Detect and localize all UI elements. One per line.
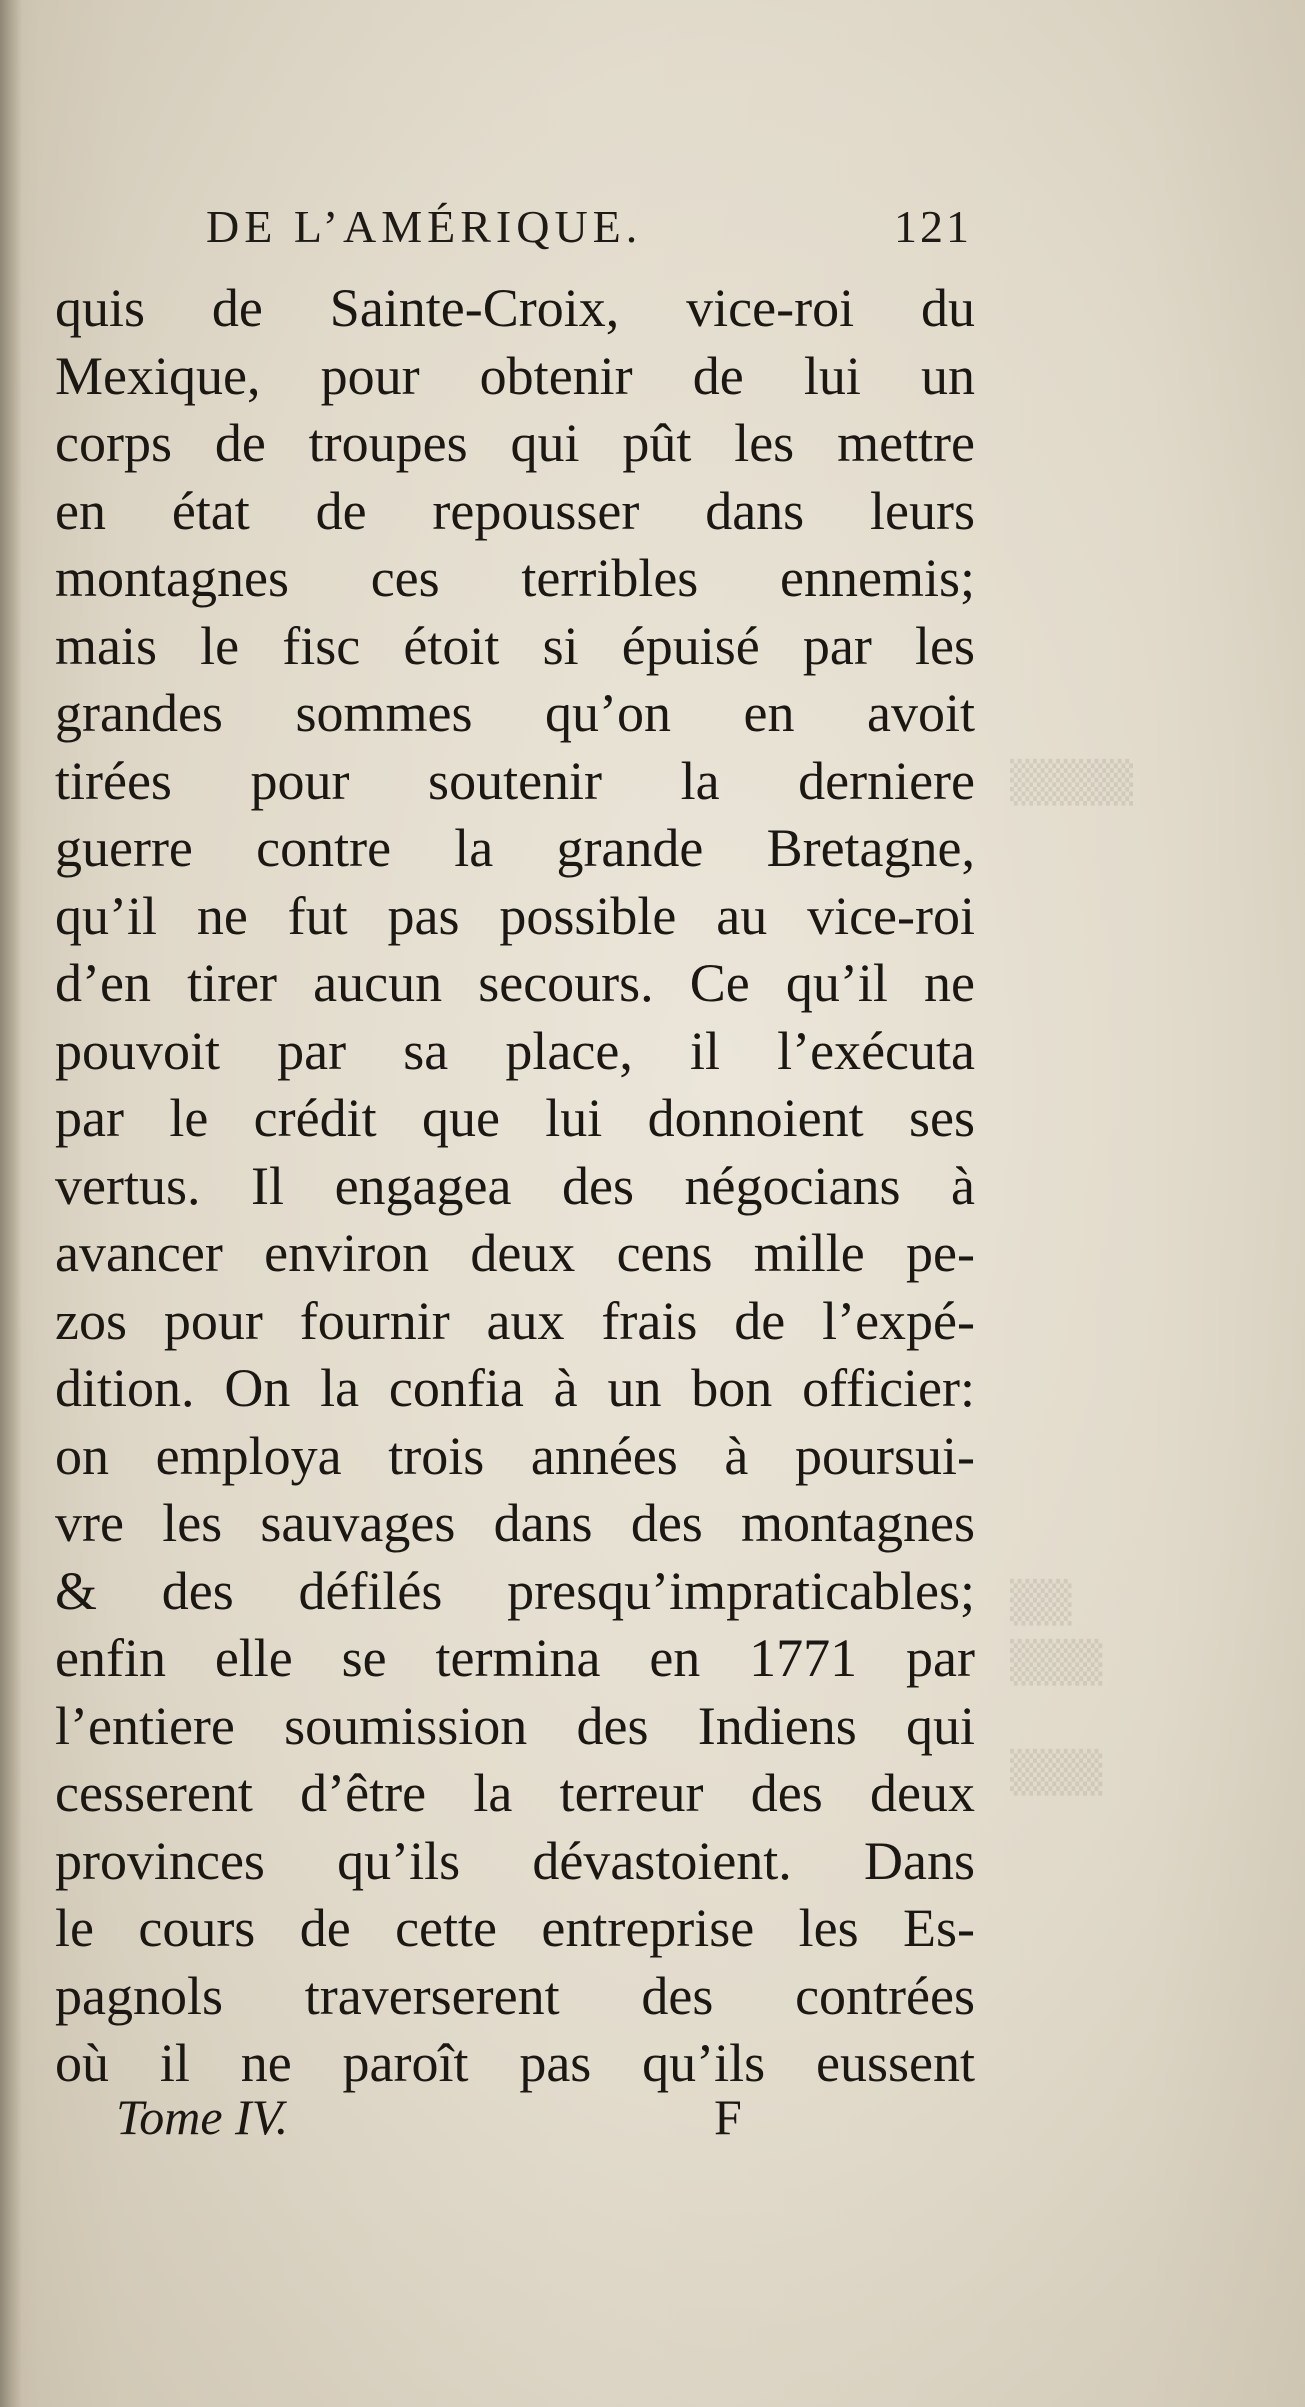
text-line: zos pour fournir aux frais de l’expé- bbox=[55, 1290, 975, 1351]
volume-signature: Tome IV. bbox=[116, 2089, 289, 2145]
text-line: pouvoit par sa place, il l’exécuta bbox=[55, 1020, 975, 1081]
text-line: Mexique, pour obtenir de lui un bbox=[55, 345, 975, 406]
text-line: & des défilés presqu’impraticables; bbox=[55, 1560, 975, 1621]
body-text bbox=[55, 275, 975, 2098]
text-line: par le crédit que lui donnoient ses bbox=[55, 1088, 975, 1148]
text-line: vertus. Il engagea des négocians à bbox=[55, 1155, 975, 1216]
text-line: quis de Sainte-Croix, vice-roi du bbox=[55, 278, 975, 338]
text-line: avancer environ deux cens mille pe- bbox=[55, 1223, 975, 1283]
text-line: enfin elle se termina en 1771 par bbox=[55, 1628, 975, 1688]
text-line: provinces qu’ils dévastoient. Dans bbox=[55, 1830, 975, 1891]
text-line: d’en tirer aucun secours. Ce qu’il ne bbox=[55, 953, 975, 1013]
page-number: 121 bbox=[894, 201, 972, 252]
text-line: le cours de cette entreprise les Es- bbox=[55, 1898, 975, 1958]
sheet-mark: F bbox=[714, 2089, 742, 2145]
text-line: tirées pour soutenir la derniere bbox=[55, 750, 975, 811]
text-line: grandes sommes qu’on en avoit bbox=[55, 683, 975, 743]
text-line: on employa trois années à poursui- bbox=[55, 1425, 975, 1486]
text-line: cesserent d’être la terreur des deux bbox=[55, 1763, 975, 1823]
running-head-title: DE L’AMÉRIQUE. bbox=[206, 201, 643, 252]
text-line: en état de repousser dans leurs bbox=[55, 480, 975, 541]
page-gutter-shadow bbox=[0, 0, 22, 2407]
show-through-smudge: ▒▒▒ bbox=[1010, 1640, 1103, 1686]
show-through-smudge: ▒▒▒ bbox=[1010, 1750, 1103, 1796]
show-through-smudge: ▒▒ bbox=[1010, 1580, 1072, 1626]
show-through-smudge: ▒▒▒▒ bbox=[1010, 760, 1134, 806]
text-line: où il ne paroît pas qu’ils eussent bbox=[55, 2033, 975, 2093]
text-line: corps de troupes qui pût les mettre bbox=[55, 413, 975, 473]
text-line: l’entiere soumission des Indiens qui bbox=[55, 1695, 975, 1756]
text-line: montagnes ces terribles ennemis; bbox=[55, 548, 975, 608]
text-line: pagnols traverserent des contrées bbox=[55, 1965, 975, 2026]
text-line: qu’il ne fut pas possible au vice-roi bbox=[55, 885, 975, 946]
running-head bbox=[60, 200, 972, 270]
text-line: dition. On la confia à un bon officier: bbox=[55, 1358, 975, 1418]
page-footer bbox=[60, 2088, 960, 2158]
text-line: mais le fisc étoit si épuisé par les bbox=[55, 615, 975, 676]
text-line: vre les sauvages dans des montagnes bbox=[55, 1493, 975, 1553]
text-line: guerre contre la grande Bretagne, bbox=[55, 818, 975, 878]
